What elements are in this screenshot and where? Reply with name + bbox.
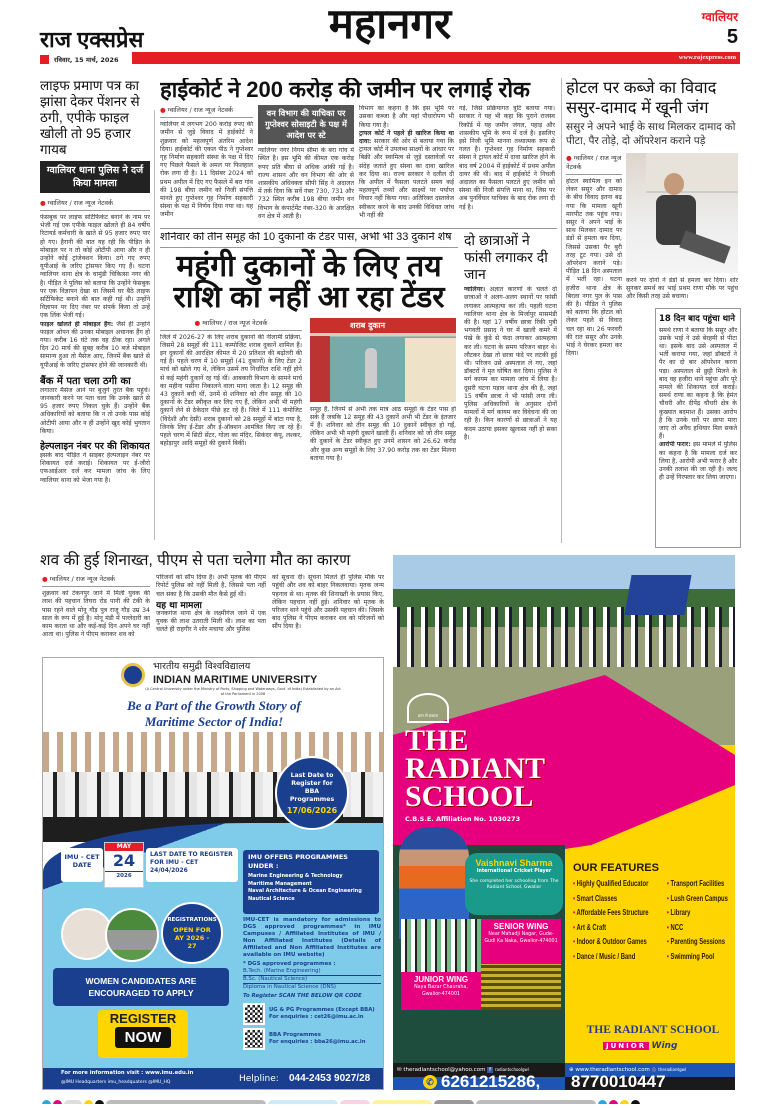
website-link[interactable]: www.rajexpress.com [678, 54, 736, 61]
junior-wing-addr: Naya Bazar Chauraha, Gwalior-474001 [414, 985, 468, 997]
tender-col-1: जिले में 2026-27 के लिए शराब दुकानों की नीलामी प्रक्रिया, जिसमें 28 समूहों की 111 कम्पोजिट शराब दुकानें शामिल हैं। इन दुकानों की आरक्षित कीमत में 20 प्रतिशत की बढ़ोतरी की गई है। पहले चरण में 10 समूहों (41 दुकानों) के लिए टेंडर 2 मार्च को खोले गए थे, लेकिन उसमें तय निर्धारित राशि नहीं होने से कई महंगी दुकानें रह गई थीं। आबकारी विभाग के सामने मार्च का महीना पसीना निकालने वाला माना जाता है। 12 समूह की 43 दुकानें बची थीं, उनमें से शनिवार को तीन समूह की 10 दुकानों के टेंडर स्वीकृत कर लिए गए हैं, लेकिन अभी भी महंगी दुकानें लेने से ठेकेदार पीछे हट रहे हैं। जिले में 111 कंपोजिट (विदेशी और देसी) शराब दुकानों को 28 समूहों में बांटा गया है, जिनके लिए ई-टेंडर और ई-ऑक्शन आमंत्रित किए जा रहे हैं। पहले चरण में सिटी सेंटर, गोला का मंदिर, सिकंदर कंपू, लश्कर, बहोड़ापुर आदि समूहों की दुकानें बिकीं। [160, 333, 302, 448]
reg-dot [64, 1100, 82, 1104]
mandatory-note: IMU-CET is mandatory for admissions to DGS approved programmes* in IMU Campuses / Affiliated Institutes of IMU / Non Affiliated Institutes (Details of Affiliated and Non Affiliated Institutes are available on IMU website) [243, 917, 381, 958]
body-story [40, 553, 385, 653]
left-para-2 [40, 321, 150, 370]
more-info[interactable]: For more information visit : www.imu.edu.in [61, 1070, 194, 1076]
register-label: REGISTER [109, 1011, 177, 1026]
cet-last-date: LAST DATE TO REGISTER FOR IMU - CET 24/04/2026 [146, 848, 238, 882]
lower-center-row [160, 232, 557, 548]
phone-number-1[interactable]: 6261215286, [441, 1072, 541, 1091]
junior-wing-brand [603, 1040, 677, 1052]
hotel-box-body-2 [659, 441, 737, 482]
senior-wing-box [481, 919, 561, 964]
center-stories [160, 78, 557, 548]
left-byline: ● ग्वालियर / राज न्यूज नेटवर्क [40, 198, 150, 211]
feature-item: • Highly Qualified Educator [573, 876, 667, 891]
person-leg [679, 230, 730, 263]
dgs-item: Diploma in Nautical Science (DNS) [243, 984, 337, 990]
reg-bar [372, 1100, 432, 1104]
left-para-4: इसके बाद पीड़ित ने साइबर हेल्पलाइन नंबर पर शिकायत दर्ज कराई। शिकायत पर ई-जीरो एफआईआर दर्ज कर मामला जांच के लिए ग्वालियर थाना को भेजा गया है। [40, 452, 150, 484]
imu-subtitle: (A Central University under the Ministry of Ports, Shipping and Waterways, Govt. of India) Established by an Act of the Parliament in 2008 [145, 687, 341, 696]
hotel-col-1: होटल स्वामित्व इन को लेकर ससुर और दामाद के बीच विवाद इतना बढ़ गया कि मामला खूनी मारपीट तक पहुंच गया। ससुर ने अपने भाई के साथ मिलकर दामाद पर डंडों से हमला कर दिया, जिससे उसका पैर बुरी तरह टूट गया। उसे दो ऑपरेशन कराने पड़े। पीड़ित 18 दिन अस्पताल में भर्ती रहा। घटना हजीरा थाना क्षेत्र के बिरला नगर पुल के पास की है। पीड़ित ने पुलिस को बताया कि होटल को लेकर पहले से विवाद चल रहा था। 26 फरवरी की रात ससुर और उनके भाई ने घेरकर हमला कर दिया। [566, 178, 622, 358]
hotel-box-text: इस मामले में पुलिस का कहना है कि मामला दर्ज कर लिया है, आरोपी अभी फरार है और उनकी तलाश की जा रही है। जल्द ही उन्हें गिरफ्तार कर लिया जाएगा। [659, 441, 737, 482]
imu-tagline-2: Maritime Sector of India! [144, 714, 284, 729]
flag [624, 575, 691, 615]
school-emblem [407, 693, 449, 723]
hotel-box-body: समर्थ राणा ने बताया कि ससुर और उसके भाई ने उसे बेरहमी से पीटा था। इसके बाद उसे अस्पताल में भर्ती कराया गया, जहां डॉक्टरों ने पैर का दो बार ऑपरेशन करना पड़ा। अस्पताल से छुट्टी मिलने के बाद वह हजीरा थाने पहुंचा और पूरे मामले की शिकायत दर्ज कराई। समर्थ राणा का कहना है कि हेमंत चौधरी और दीपेंद्र चौधरी क्षेत्र के कुख्यात बदमाश हैं। उसका आरोप है कि उनके घरों पर छापा मारा जाए तो अवैध हथियार मिल सकते हैं। [659, 326, 737, 441]
reg-dot [609, 1100, 618, 1104]
hotel-box-lead: आरोपी फरार: [659, 441, 691, 449]
reg-dot [598, 1100, 607, 1104]
feature-item: • Transport Facilities [667, 876, 733, 891]
left-box: ग्वालियर थाना पुलिस ने दर्ज किया मामला [40, 161, 150, 193]
phone-number-2[interactable]: 8770010447 [571, 1072, 666, 1091]
player-name: Vaishnavi Sharma [475, 858, 553, 868]
main-story-columns [160, 105, 557, 225]
person-figure [365, 348, 377, 388]
qr2-text [269, 1032, 365, 1046]
reg-dot [95, 1100, 104, 1104]
main-col-1: ग्वालियर में लगभग 200 करोड़ रुपए की जमीन से जुड़े विवाद में हाईकोर्ट ने शुक्रवार को महत्वपूर्ण अंतरिम आदेश दिया। हाईकोर्ट की एकल पीठ ने गुप्तेश्वर गृह निर्माण सहकारी संस्था के पक्ष में दिए गए पिछले फैसले के अमल पर फिलहाल रोक लगा दी है। 11 दिसंबर 2024 को प्रथम अपील में दिए गए फैसले में बरा गांव की 198 बीघा जमीन को निजी संपत्ति मानते हुए गुप्तेश्वर गृह निर्माण सहकारी संस्था के पक्ष में निर्णय दिया गया था। यह जमीन [160, 121, 253, 219]
shop-wall [310, 336, 330, 402]
school-name-1: THE [405, 724, 469, 757]
registration-badge [161, 902, 223, 964]
radiant-brand: THE RADIANT SCHOOL [586, 1024, 720, 1036]
web-icon: ⊕ [569, 1067, 574, 1073]
qr1-mail[interactable]: For enquiries : cet26@imu.ac.in [269, 1014, 364, 1020]
liquor-shop-photo [310, 318, 456, 402]
assembly-photo [481, 964, 561, 1010]
shop-sign: शराब दुकान [350, 320, 386, 330]
main-col-2-wrap [258, 105, 354, 225]
color-registration-strip [42, 1094, 742, 1104]
tender-byline: ● ग्वालियर / राज न्यूज नेटवर्क [160, 318, 302, 331]
junior-wing-title: JUNIOR WING [413, 975, 469, 984]
player-bubble [465, 853, 563, 915]
qr1-title: UG & PG Programmes (Except BBA) [269, 1007, 375, 1013]
feature-item: • Indoor & Outdoor Games [573, 934, 667, 949]
offer-item: Marine Engineering & Technology [248, 873, 343, 879]
body-story-headline: शव की हुई शिनाख्त, पीएम से पता चलेगा मौत का कारण [40, 552, 351, 569]
bba-badge [275, 756, 349, 830]
women-banner: WOMEN CANDIDATES ARE ENCOURAGED TO APPLY [53, 968, 229, 1006]
cal-month: MAY [105, 843, 143, 851]
shop-wall [405, 338, 456, 402]
left-bold-lead: फाइल खोलते ही मोबाइल हैंग: [40, 320, 114, 328]
player-title: International Cricket Player [476, 869, 552, 874]
feature-item: • Library [667, 905, 733, 920]
imu-logo [121, 663, 145, 687]
senior-wing-title: SENIOR WING [493, 922, 549, 931]
body-story-sub: यह था मामला [156, 600, 202, 611]
hotel-col-1-wrap [566, 153, 622, 548]
hotel-story [566, 78, 744, 548]
qr-code-ug-pg[interactable] [243, 1003, 265, 1025]
main-col-3-lead: ट्रायल कोर्ट ने पहले ही खारिज किया था दावा: [359, 129, 454, 145]
reg-bar [268, 1100, 338, 1104]
tender-headline-1: महंगी दुकानों के लिए तय [176, 249, 442, 283]
body-story-col-2a: परिजनों को सौंप दिया है। अभी मृतक की पीएम रिपोर्ट पुलिस को नहीं मिली है, जिससे पता नहीं चल सका है कि उसकी मौत कैसे हुई थी। [156, 574, 266, 598]
issue-date: रविवार, 15 मार्च, 2026 [54, 56, 119, 64]
wing-label: Wing [651, 1041, 678, 1051]
group-photo [105, 908, 159, 962]
offer-item: Maritime Management [248, 880, 312, 887]
mail-icon: ✉ [397, 1067, 402, 1073]
feature-item: • Swimming Pool [667, 949, 733, 964]
features-title: OUR FEATURES [573, 862, 659, 874]
main-col-3-a: विभाग का कहना है कि इस भूमि पर उसका कब्जा है और यहां पौधारोपण भी किया गया है। [359, 105, 454, 129]
column-divider [154, 110, 155, 540]
injured-man-photo [626, 153, 738, 273]
cbse-affiliation: C.B.S.E. Affiliation No. 1030273 [405, 815, 521, 823]
paper-logo: राज एक्सप्रेस [40, 27, 144, 52]
section-title: महानगर [328, 0, 452, 47]
radiant-school-advertisement[interactable] [393, 555, 735, 1090]
bba-date: 17/06/2026 [286, 806, 338, 815]
reg-bar [434, 1100, 474, 1104]
main-col-1-wrap [160, 105, 253, 225]
feature-item: • Smart Classes [573, 891, 667, 906]
feature-item: • NCC [667, 920, 733, 935]
school-website[interactable]: www.theradiantschool.com [575, 1067, 650, 1073]
offer-item: Naval Architecture & Ocean Engineering [248, 888, 362, 894]
left-sub-1: बैंक में पता चला ठगी का [40, 375, 131, 387]
reg-dot [84, 1100, 93, 1104]
bba-label: Last Date to Register for BBA Programmes [289, 772, 335, 803]
instagram-icon: ◎ [651, 1067, 657, 1073]
reg-bar [106, 1100, 266, 1104]
hotel-body-row [566, 153, 744, 548]
main-col-3 [359, 105, 454, 225]
helpline-number[interactable]: 044-2453 9027/28 [289, 1073, 371, 1084]
body-story-byline: ● ग्वालियर / राज न्यूज नेटवर्क [42, 574, 150, 587]
qr2-mail[interactable]: For enquiries : bba26@imu.ac.in [269, 1039, 366, 1045]
qr1-text [269, 1007, 375, 1021]
tender-body-row [160, 318, 458, 548]
tender-headline-2: राशि का नहीं आ रहा टेंडर [173, 281, 445, 315]
reg-dot [620, 1100, 629, 1104]
body-story-col-2b: जनकगंज थाना क्षेत्र के लक्ष्मीगंज जाने में एक युवक की लाश उतराती मिली थी। लाश का पता चलते ही राहगीर ने शोर मचाया और पुलिस [156, 610, 266, 634]
students-body [464, 286, 557, 442]
tender-story [160, 232, 458, 548]
qr1-row [243, 1003, 381, 1025]
school-facebook[interactable]: radiantschoolgwl [494, 1067, 529, 1072]
city-label: ग्वालियर [701, 10, 738, 24]
left-headline: लाइफ प्रमाण पत्र का झांसा देकर पेंशनर से ठगी, एपीके फाइल खोली तो 95 हजार गायब [40, 78, 140, 157]
main-col-4: गई, जिसे प्रक्रियागत त्रुटि बताया गया। सरकार ने यह भी कहा कि पुराने राजस्व रिकॉर्ड में यह जमीन जंगल, पहाड़ और शासकीय भूमि के रूप में दर्ज है। इसलिए इसे निजी भूमि मानना तथ्यात्मक रूप से गलत है। गुप्तेश्वर गृह निर्माण सहकारी संस्था ने ट्रायल कोर्ट में दावा खारिज होने के बाद वर्ष 2004 में हाईकोर्ट में प्रथम अपील दायर की थी। बाद में हाईकोर्ट ने निचली अदालत का फैसला पलटते हुए जमीन को संस्था की निजी संपत्ति माना था, जिस पर अब पुनर्विचार याचिका के बाद रोक लगा दी गई है। [459, 105, 555, 211]
main-col-2: ग्वालियर नगर निगम सीमा के बरा गांव में स्थित है। इस भूमि की कीमत एक करोड़ रुपए प्रति बीघा से अधिक आंकी गई है। राज्य शासन और वन विभाग की ओर से शासकीय अधिवक्ता सीपी सिंह ने अदालत में तर्क दिया कि सर्वे नंबर 730, 731 और 732 स्थित करीब 198 बीघा जमीन वन विभाग के कंपार्टमेंट नंबर-320 के आरक्षित वन क्षेत्र में आती है। [258, 147, 354, 220]
hotel-box-title: 18 दिन बाद पहुंचा थाने [659, 313, 735, 324]
red-marker [40, 55, 49, 64]
dgs-item: B.Sc. (Nautical Science) [243, 976, 381, 984]
tender-col-2: समूह हैं, जिनमें से अभी तक मात्र आठ समूहों के टेंडर पास हो सके हैं जबकि 12 समूह की 43 दुकानें अभी भी टेंडर के इंतजार में हैं। शनिवार को तीन समूह की 10 दुकानें स्वीकृत हो गईं, लेकिन अभी भी महंगी दुकानें खाली हैं। शनिवार को जो तीन समूह की दुकानें के टेंडर स्वीकृत हुए उनमें शासन को 26.62 करोड़ और कुछ अन्य समूहों के लिए 37.90 करोड़ तक का टेंडर मिलना बताया गया है। [310, 405, 456, 462]
phone-icon: ✆ [423, 1075, 437, 1089]
school-name-3: SCHOOL [405, 780, 534, 813]
senior-wing-addr: Near Mahadji Nagar, Gude-Gudi Ka Naka, Gwalior-474001 [484, 932, 558, 944]
offer-item: Nautical Science [248, 895, 295, 902]
main-box: वन विभाग की याचिका पर गुप्तेश्वर सोसाइटी के पक्ष में आदेश पर स्टे [258, 105, 354, 144]
left-para-1: फेसबुक पर लाइफ सर्टिफिकेट बनाने के नाम पर भेजी गई एक एपीके फाइल खोलते ही 84 वर्षीय रिटायर्ड कर्मचारी के खाते से 95 हजार रुपए पार हो गए। हैरानी की बात यह रही कि पीड़ित के मोबाइल पर न तो कोई ओटीपी आया और न ही उन्होंने कोई ट्रांजेक्शन किया। ठगे गए रुपए यूपीआई के जरिए ट्रांसफर किए गए हैं। घटना ग्वालियर थाना क्षेत्र के चामुंडी चिकित्सा नगर की है। पीड़ित ने पुलिस को बताया कि उन्होंने फेसबुक पर एक विज्ञापन देखा था जिसमें घर बैठे लाइफ सर्टिफिकेट बनाने की बात कही गई थी। उन्होंने विज्ञापन पर दिए नंबर पर संपर्क किया तो उन्हें एक लिंक भेजी गई। [40, 214, 150, 320]
reg-dot [53, 1100, 62, 1104]
hotel-headline: होटल पर कब्जे का विवाद ससुर-दामाद में खूनी जंग [566, 79, 717, 117]
left-sub-2: हेल्पलाइन नंबर पर की शिकायत [40, 441, 150, 453]
helpline-label: Helpline: [239, 1074, 279, 1084]
reg-dot [631, 1100, 640, 1104]
cal-day: 24 [112, 851, 136, 870]
students-story [464, 232, 557, 548]
dgs-title: * DGS approved programmes : [243, 961, 336, 967]
tender-col-2-wrap [310, 318, 456, 548]
reg-bar [476, 1100, 596, 1104]
students-text: अज्ञात कारणों के चलते दो छात्राओं ने अलग-अलग स्थानों पर फांसी लगाकर आत्महत्या कर ली। पहली घटना ग्वालियर थाना क्षेत्र के मिर्जापुर मासमंडी की है। यहां 17 वर्षीय छात्रा रिंकी पुत्री भगवती प्रसाद ने घर में खाली कमरे में पंखे के कुंडे से फंदा लगाकर आत्महत्या कर ली। घटना के समय परिजन बाहर थे। लौटकर देखा तो छात्रा फंदे पर लटकी हुई थी। परिजन उसे अस्पताल ले गए, जहां डॉक्टरों ने मृत घोषित कर दिया। पुलिस ने मर्ग कायम कर मामला जांच में लिया है। दूसरी घटना पड़ाव थाना क्षेत्र की है, जहां 15 वर्षीय छात्रा ने भी फांसी लगा ली। पुलिस अधिकारियों के अनुसार दोनों मामलों में मर्ग कायम कर विवेचना की जा रही है। किन कारणों से छात्राओं ने यह कदम उठाया इसका खुलासा नहीं हो सका है। [464, 286, 557, 441]
imu-footer [43, 1068, 384, 1090]
feature-item: • Dance / Music / Band [573, 949, 667, 964]
main-col-3-b: सरकार की ओर से बताया गया कि ट्रायल कोर्ट ने उपलब्ध साक्ष्यों के आधार पर बिक्री और स्वामित्व से जुड़े दस्तावेजों पर संदेह जताते हुए संस्था का दावा खारिज कर दिया था। राज्य सरकार ने दलील दी कि अपील में फैसला पलटते समय कई महत्वपूर्ण तथ्यों और साक्ष्यों पर पर्याप्त विचार नहीं किया गया। अतिरिक्त दस्तावेज स्वीकार करने के बाद उनकी विधिवत जांच भी नहीं की [359, 137, 454, 219]
feature-item: • Art & Craft [573, 920, 667, 935]
main-byline: ● ग्वालियर / राज न्यूज नेटवर्क [160, 105, 253, 118]
body-story-col-1: शुक्रवार को टेकनपुर जाने में मिली युवक की लाश की पहचान तिघरा रोड पानी की टंकी के पास रहने वाले मोनू गौड़ पुत्र राजू गौड़ उम्र 34 साल के रूप में हुई है। मोनू मंडी में पल्लेदारी का काम करता था और कई-कई दिन अपने घर नहीं आता था। पुलिस ने पीएम कराकर शव को [42, 590, 150, 639]
main-headline: हाईकोर्ट ने 200 करोड़ की जमीन पर लगाई रोक [160, 78, 530, 102]
cal-year: 2026 [105, 871, 143, 880]
offers-title: IMU OFFERS PROGRAMMES UNDER : [248, 853, 348, 870]
hotel-col-2: करने पर दोनों ने डंडों से हमला कर दिया। शोर सुनकर समर्थ का भाई प्रथम राणा मौके पर पहुंच और किसी तरह उसे बचाया। [626, 277, 738, 301]
headboard [646, 153, 738, 193]
cet-date-box: IMU - CET DATE [61, 848, 103, 882]
students-headline: दो छात्राओं ने फांसी लगाकर दी जान [464, 232, 548, 283]
features-list [573, 861, 733, 963]
register-now-button[interactable] [98, 1010, 188, 1058]
facebook-icon: f [489, 1067, 492, 1073]
left-para-3: लगातार मैसेज आने पर बुजुर्ग तुरंत बैंक पहुंचे। जानकारी करने पर पता चला कि उनके खाते से 95 हजार रुपए निकल चुके हैं। उन्होंने बैंक अधिकारियों को बताया कि न तो उनके पास कोई ओटीपी आया और न ही उन्होंने खुद कोई भुगतान किया। [40, 386, 150, 435]
social-handles[interactable]: @IMU Headquarters imu_headquaters @IMU_HQ [61, 1080, 171, 1085]
tender-col-1-wrap [160, 318, 302, 548]
tender-strap: शनिवार को तीन समूह की 10 दुकानों के टेंडर पास, अभी भी 33 दुकानें शेष [160, 232, 458, 248]
imu-advertisement[interactable] [42, 657, 384, 1090]
school-name [405, 724, 546, 813]
qr2-title: BBA Programmes [269, 1032, 321, 1038]
feature-item: • Parenting Sessions [667, 934, 733, 949]
school-instagram[interactable]: theradiantgwl [658, 1067, 687, 1072]
person-head [664, 173, 684, 195]
feature-item: • Affordable Fees Structure [573, 905, 667, 920]
now-label: NOW [115, 1027, 172, 1048]
dgs-item: B.Tech. (Marine Engineering) [243, 968, 381, 976]
header-red-bar [132, 52, 740, 64]
column-divider [561, 78, 562, 543]
left-story [40, 78, 150, 548]
emblem-text: ज्ञान से प्रकाश [417, 713, 439, 718]
programmes-box [243, 850, 379, 914]
hotel-byline: ● ग्वालियर / राज न्यूज नेटवर्क [566, 153, 622, 175]
junior-label: JUNIOR [603, 1042, 649, 1050]
body-story-col-3: को सूचना दी। सूचना मिलते ही पुलिस मौके पर पहुंची और शव को बाहर निकलवाया। मृतक जन्म पहनाव से था। मृतक की शिनाख्ती के प्रयास किए, लेकिन पहचान नहीं हुई। शनिवार को मृतक के परिजन थाने पहुंचे और उसकी पहचान की। जिसके बाद पुलिस ने पीएम कराकर शव को परिजनों को सौंप दिया है। [272, 574, 384, 631]
player-note: She completed her schooling from The Radiant School, Gwalior [469, 879, 559, 890]
hotel-subhead: ससुर ने अपने भाई के साथ मिलकर दामाद को पीटा, पैर तोड़े, दो ऑपरेशन कराने पड़े [566, 121, 736, 147]
imu-hindi-name: भारतीय समुद्री विश्वविद्यालय [153, 661, 251, 672]
calendar-icon [104, 842, 144, 888]
qr-code-bba[interactable] [243, 1028, 265, 1050]
feature-item: • Lush Green Campus [667, 891, 733, 906]
school-email[interactable]: theradiantschool@yahoo.com [403, 1067, 486, 1073]
hotel-right-wrap [626, 153, 742, 548]
imu-tagline-1: Be a Part of the Growth Story of [127, 698, 301, 713]
body-story-columns [40, 574, 385, 646]
left-para-2-text: जैसे ही उन्होंने फाइल ओपन की उनका मोबाइल अचानक हैंग हो गया। करीब 16 घंटे तक वह ठीक रहा। अगले दिन 20 मार्च की सुबह करीब 10 बजे मोबाइल सामान्य हुआ तो मैसेज आए, जिनमें बैंक खाते से यूपीआई के जरिए ट्रांसफर होने की जानकारी थी। [40, 320, 150, 369]
imu-right-info [243, 917, 381, 1066]
reg-dot [42, 1100, 51, 1104]
junior-wing-box [401, 972, 481, 1010]
reg-label: REGISTRATIONS [167, 917, 217, 923]
body-story-col-1-wrap [42, 574, 150, 646]
scan-note: To Register SCAN THE BELOW QR CODE [243, 993, 362, 999]
school-name-2: RADIANT [405, 752, 546, 785]
imu-name: INDIAN MARITIME UNIVERSITY [153, 674, 318, 686]
qr2-row [243, 1028, 381, 1050]
reg-bar [340, 1100, 370, 1104]
divider [160, 228, 557, 229]
marching-cadets [393, 607, 735, 667]
students-lead: ग्वालियर। [464, 286, 486, 294]
senior-wing-photo [401, 919, 481, 972]
body-story-col-2 [156, 574, 266, 646]
page-number: 5 [726, 26, 738, 48]
hotel-sidebar-box [655, 308, 741, 548]
features-grid [573, 876, 733, 963]
reg-open: OPEN FOR AY 2026 - 27 [173, 926, 211, 950]
